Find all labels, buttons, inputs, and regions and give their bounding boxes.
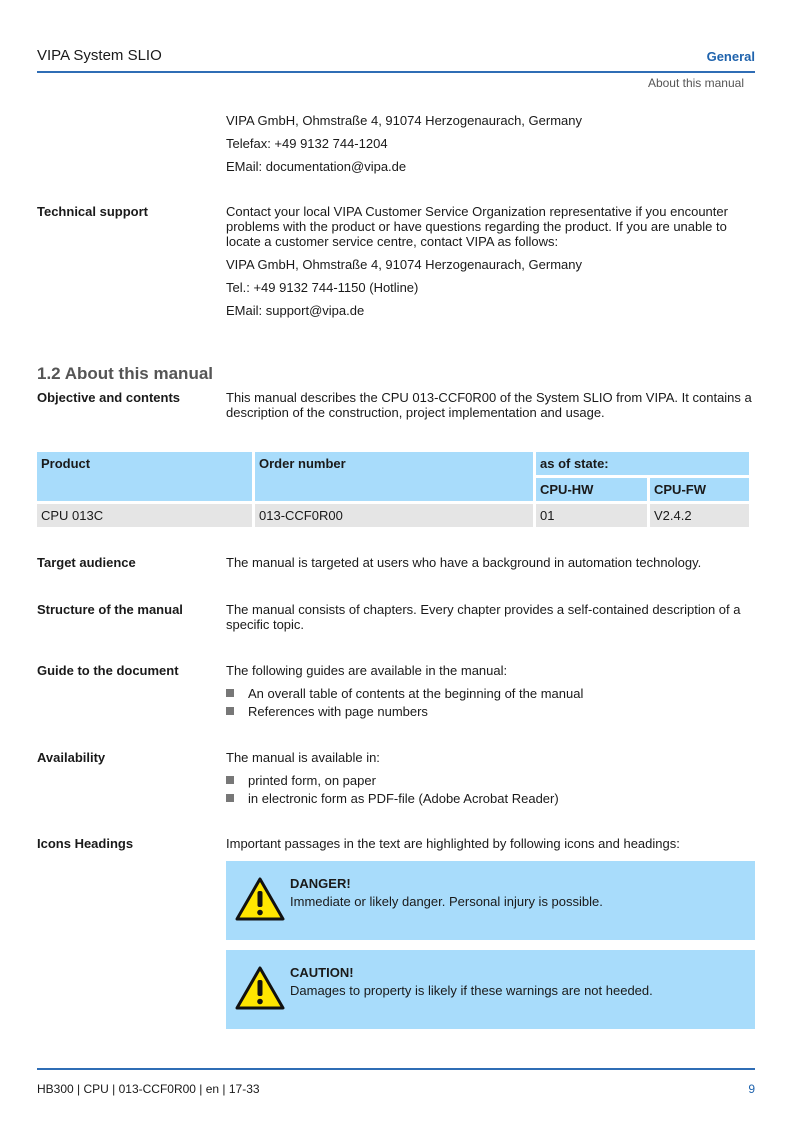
audience-label: Target audience <box>37 555 136 570</box>
footer-text: HB300 | CPU | 013-CCF0R00 | en | 17-33 <box>37 1082 260 1096</box>
product-table <box>34 449 752 530</box>
list-item-text: An overall table of contents at the beginning of the manual <box>248 686 584 701</box>
danger-box <box>226 861 755 940</box>
cell-fw: V2.4.2 <box>650 504 749 527</box>
icons-text: Important passages in the text are highlighted by following icons and headings: <box>226 836 680 851</box>
objective-label: Objective and contents <box>37 390 181 405</box>
footer-divider <box>37 1068 755 1070</box>
contact-block <box>226 113 758 182</box>
cell-order: 013-CCF0R00 <box>255 504 533 527</box>
caution-text: Damages to property is likely if these warnings are not heeded. <box>290 983 653 998</box>
support-intro: Contact your local VIPA Customer Service Organization representative if you encounter problems with the product or have questions regarding the product. If you are unable to locate a customer service centre, contact VIPA as follows: <box>226 204 728 249</box>
header-subsection: About this manual <box>647 76 744 90</box>
bullet-icon <box>226 689 234 697</box>
bullet-icon <box>226 794 234 802</box>
structure-label: Structure of the manual <box>37 602 183 617</box>
warning-triangle-icon <box>235 966 285 1010</box>
guide-label: Guide to the document <box>37 663 179 678</box>
bullet-icon <box>226 707 234 715</box>
list-item <box>226 791 758 806</box>
list-item-text: printed form, on paper <box>248 773 376 788</box>
caution-title: CAUTION! <box>290 965 354 980</box>
contact-email: EMail: documentation@vipa.de <box>226 159 407 174</box>
audience-text: The manual is targeted at users who have a background in automation technology. <box>226 555 702 570</box>
cell-product: CPU 013C <box>37 504 252 527</box>
header-section: General <box>706 49 755 64</box>
list-item-text: References with page numbers <box>248 704 428 719</box>
availability-block <box>226 750 758 809</box>
objective-text: This manual describes the CPU 013-CCF0R00 of the System SLIO from VIPA. It contains a description of the construction, project implementation and usage. <box>226 390 752 420</box>
caution-box <box>226 950 755 1029</box>
list-item <box>226 704 758 719</box>
page-number: 9 <box>748 1082 755 1096</box>
header-title: VIPA System SLIO <box>37 47 162 64</box>
warning-triangle-icon <box>235 877 285 921</box>
support-tel: Tel.: +49 9132 744-1150 (Hotline) <box>226 280 419 295</box>
section-heading: 1.2 About this manual <box>37 364 214 383</box>
th-hw: CPU-HW <box>536 478 647 501</box>
support-label: Technical support <box>37 204 148 219</box>
header-divider <box>37 71 755 73</box>
th-state: as of state: <box>536 452 749 475</box>
contact-address: VIPA GmbH, Ohmstraße 4, 91074 Herzogenaurach, Germany <box>226 113 582 128</box>
support-email: EMail: support@vipa.de <box>226 303 365 318</box>
contact-fax: Telefax: +49 9132 744-1204 <box>226 136 388 151</box>
danger-title: DANGER! <box>290 876 351 891</box>
danger-text: Immediate or likely danger. Personal injury is possible. <box>290 894 603 909</box>
support-address: VIPA GmbH, Ohmstraße 4, 91074 Herzogenaurach, Germany <box>226 257 582 272</box>
list-item <box>226 686 758 701</box>
availability-text: The manual is available in: <box>226 750 380 765</box>
list-item <box>226 773 758 788</box>
icons-label: Icons Headings <box>37 836 134 851</box>
guide-text: The following guides are available in the manual: <box>226 663 508 678</box>
th-product: Product <box>37 452 252 501</box>
th-fw: CPU-FW <box>650 478 749 501</box>
cell-hw: 01 <box>536 504 647 527</box>
bullet-icon <box>226 776 234 784</box>
table-row <box>37 504 749 527</box>
structure-text: The manual consists of chapters. Every chapter provides a self-contained description of a specific topic. <box>226 602 741 632</box>
th-order: Order number <box>255 452 533 501</box>
list-item-text: in electronic form as PDF-file (Adobe Acrobat Reader) <box>248 791 559 806</box>
guide-block <box>226 663 758 722</box>
availability-label: Availability <box>37 750 106 765</box>
support-block <box>226 204 758 326</box>
